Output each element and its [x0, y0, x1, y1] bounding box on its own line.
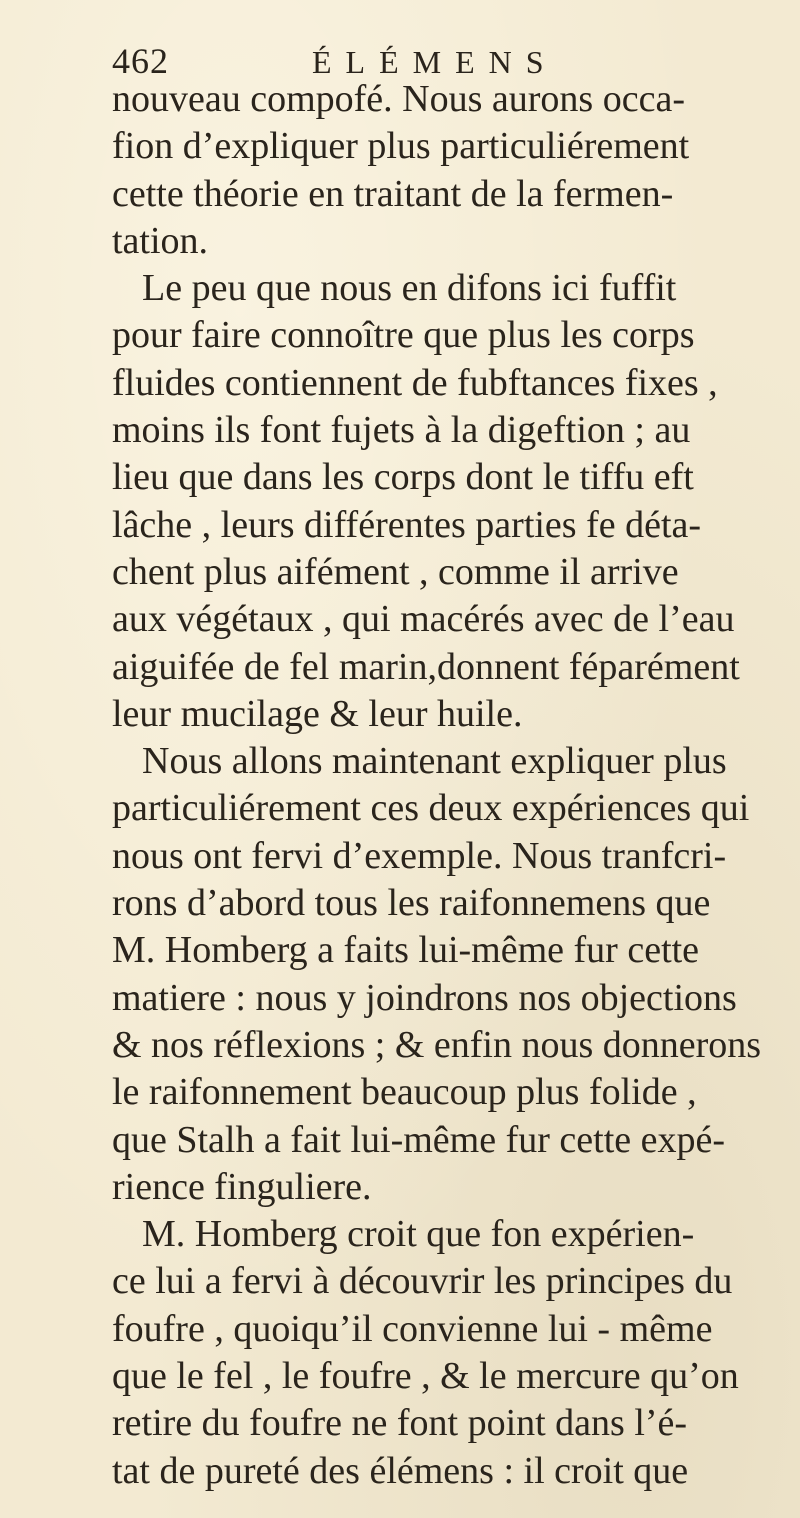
running-head: ÉLÉMENS — [312, 44, 558, 80]
text-line: rience finguliere. — [112, 1165, 372, 1208]
text-line: nouveau compofé. Nous aurons occa- — [112, 78, 685, 120]
text-line: leur mucilage & leur huile. — [112, 692, 523, 735]
text-line: pour faire connoître que plus les corps — [112, 314, 695, 357]
text-line: M. Homberg croit que fon expérien- — [142, 1213, 695, 1256]
page-number: 462 — [112, 41, 169, 81]
text-line: moins ils font fujets à la digeftion ; au — [112, 409, 691, 452]
text-line: particuliérement ces deux expériences qui — [112, 787, 750, 830]
text-line: aux végétaux , qui macérés avec de l’eau — [112, 598, 735, 641]
text-line: lâche , leurs différentes parties fe déta- — [112, 503, 702, 546]
body-text — [112, 76, 782, 1495]
text-line: que Stalh a fait lui-même fur cette expé- — [112, 1118, 726, 1161]
text-line: fluides contiennent de fubftances fixes , — [112, 361, 718, 404]
text-line: fion d’expliquer plus particuliérement — [112, 125, 690, 168]
text-line: aiguifée de fel marin,donnent féparément — [112, 645, 740, 688]
text-line: tat de pureté des élémens : il croit que — [112, 1449, 689, 1492]
text-line: le raifonnement beaucoup plus folide , — [112, 1071, 697, 1114]
text-line: nous ont fervi d’exemple. Nous tranfcri- — [112, 834, 727, 877]
text-line: lieu que dans les corps dont le tiffu eft — [112, 456, 694, 499]
text-line: rons d’abord tous les raifonnemens que — [112, 882, 711, 925]
text-line: & nos réflexions ; & enfin nous donnerons — [112, 1023, 762, 1066]
text-line: M. Homberg a faits lui-même fur cette — [112, 929, 700, 972]
text-line: matiere : nous y joindrons nos objections — [112, 976, 737, 1019]
text-line: tation. — [112, 219, 209, 262]
text-line: ce lui a fervi à découvrir les principes du — [112, 1260, 733, 1303]
text-line: cette théorie en traitant de la fermen- — [112, 172, 674, 215]
text-line: que le fel , le foufre , & le mercure qu’on — [112, 1355, 739, 1398]
text-line: retire du foufre ne font point dans l’é- — [112, 1402, 688, 1445]
text-line: foufre , quoiqu’il convienne lui - même — [112, 1307, 713, 1350]
text-line: chent plus aifément , comme il arrive — [112, 550, 679, 593]
text-line: Nous allons maintenant expliquer plus — [142, 740, 727, 783]
text-line: Le peu que nous en difons ici fuffit — [142, 267, 677, 310]
